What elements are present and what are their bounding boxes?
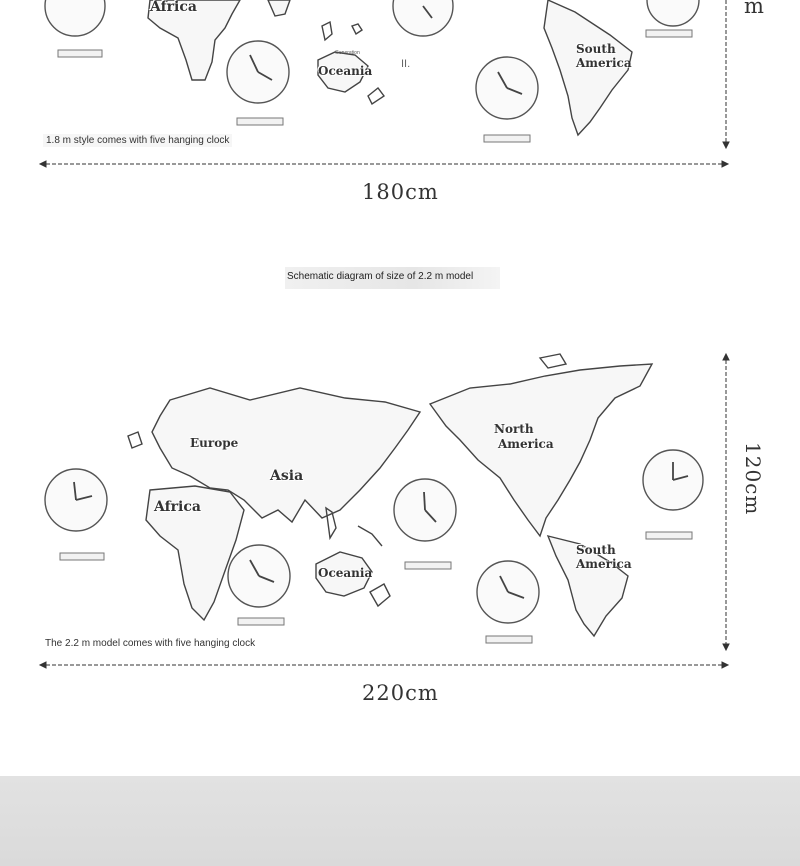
bottom-island-1 [128, 432, 142, 448]
top-island-3 [368, 88, 384, 104]
top-plate-1 [58, 50, 102, 57]
top-clock-1 [45, 0, 105, 36]
top-asia-fragment [268, 0, 290, 16]
bottom-plate-1 [60, 553, 104, 560]
bottom-plate-2 [238, 618, 284, 625]
bottom-label-oceania: Oceania [318, 566, 373, 580]
bottom-island-3 [358, 526, 382, 546]
top-clock-3 [393, 0, 453, 36]
top-label-oceania: Oceania [318, 64, 373, 78]
bottom-label-south-america: America [576, 557, 632, 571]
top-island-2 [352, 24, 362, 34]
top-label-south: South [576, 42, 616, 56]
top-island-1 [322, 22, 332, 40]
top-label-africa: Africa [150, 0, 197, 15]
top-small-text: Generation [335, 50, 360, 56]
top-width-label: 180cm [362, 180, 439, 204]
bottom-gray-band [0, 776, 800, 866]
middle-title: Schematic diagram of size of 2.2 m model [287, 271, 474, 282]
top-height-label: m [744, 0, 765, 18]
top-mark: II. [401, 58, 411, 70]
bottom-label-north-america: America [498, 437, 554, 451]
bottom-caption: The 2.2 m model comes with five hanging clock [42, 637, 258, 650]
bottom-label-africa: Africa [154, 499, 201, 515]
top-map-drawing [0, 0, 800, 210]
top-clock-5 [647, 0, 699, 26]
top-plate-2 [237, 118, 283, 125]
bottom-plate-4 [486, 636, 532, 643]
bottom-width-label: 220cm [362, 681, 439, 705]
bottom-label-north: North [494, 422, 534, 436]
top-plate-3 [484, 135, 530, 142]
top-caption: 1.8 m style comes with five hanging clock [43, 134, 232, 147]
bottom-label-europe: Europe [190, 436, 239, 450]
bottom-map-drawing [0, 340, 800, 680]
bottom-label-asia: Asia [270, 468, 304, 484]
top-plate-4 [646, 30, 692, 37]
bottom-island-4 [370, 584, 390, 606]
bottom-island-5 [540, 354, 566, 368]
bottom-plate-3 [405, 562, 451, 569]
bottom-height-label: 120cm [741, 442, 765, 516]
bottom-plate-5 [646, 532, 692, 539]
bottom-label-south: South [576, 543, 616, 557]
top-label-america: America [576, 56, 632, 70]
